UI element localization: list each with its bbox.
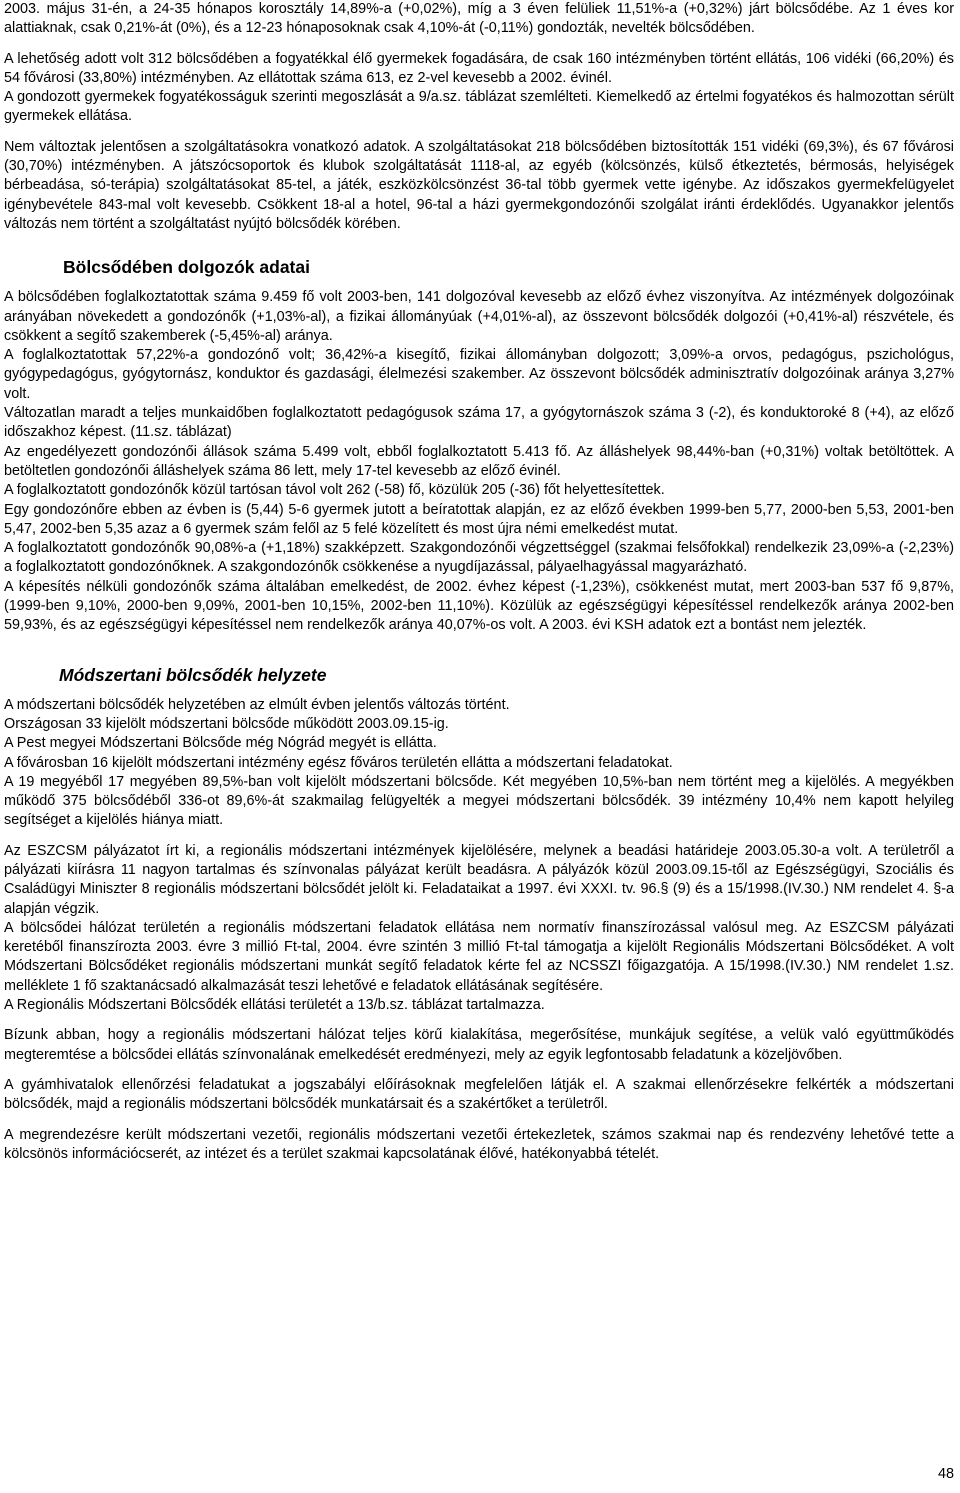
page-number: 48 bbox=[937, 1466, 954, 1482]
paragraph: A fővárosban 16 kijelölt módszertani intézmény egész főváros területén ellátta a módszertani feladatokat. bbox=[4, 754, 673, 771]
paragraph: Változatlan maradt a teljes munkaidőben foglalkoztatott pedagógusok száma 17, a gyógytornászok száma 3 (-2), és konduktoroké 8 (+4), az előző időszakhoz képest. (11.sz. táblázat) bbox=[4, 405, 954, 441]
paragraph: A foglalkoztatottak 57,22%-a gondozónő volt; 36,42%-a kisegítő, fizikai állományban dolgozott; 3,09%-a orvos, pedagógus, pszichológus, gyógypedagógus, gyógytornász, konduktor és gazdasági, élelmezési szakember. Az összevont bölcsődék adminisztratív dolgozóinak aránya 3,27% volt. bbox=[4, 347, 954, 402]
disability-section bbox=[4, 50, 954, 127]
section-heading-methodology: Módszertani bölcsődék helyzete bbox=[59, 664, 327, 685]
paragraph: Bízunk abban, hogy a regionális módszertani hálózat teljes körű kialakítása, megerősítése, munkájuk segítése, a velük való együttműködés megteremtése a bölcsődei ellátás színvonalának emelkedését eredményezi, mely az egyik legfontosabb feladatunk a közeljövőben. bbox=[4, 1027, 954, 1063]
paragraph: A lehetőség adott volt 312 bölcsődében a fogyatékkal élő gyermekek fogadására, de csak 160 intézményben történt ellátás, 106 vidéki (66,20%) és 54 fővárosi (33,80%) intézményben. Az ellátottak száma 613, ez 2-vel kevesebb a 2002. évinél. bbox=[4, 50, 954, 86]
paragraph: A Pest megyei Módszertani Bölcsőde még Nógrád megyét is ellátta. bbox=[4, 735, 437, 752]
paragraph: A képesítés nélküli gondozónők száma általában emelkedést, de 2002. évhez képest (-1,23%), csökkenést mutat, mert 2003-ban 537 fő 9,87%, (1999-ben 9,10%, 2000-ben 9,09%, 2001-ben 10,15%, 2002-ben 11,10%). Közülük az egészségügyi képesítéssel rendelkezők aránya 2002-ben 59,93%, és az egészségügyi képesítéssel nem rendelkezők aránya 40,07%-os volt. A 2003. évi KSH adatok ezt a bontást nem jelezték. bbox=[4, 578, 954, 634]
outlook-section bbox=[4, 1026, 954, 1065]
paragraph: 2003. május 31-én, a 24-35 hónapos korosztály 14,89%-a (+0,02%), míg a 3 éven felüliek 11,51%-a (+0,32%) járt bölcsődébe. Az 1 éves kor alattiaknak, csak 0,21%-át (0%), és a 12-23 hónaposoknak csak 4,10%-át (-0,11%) gondozták, nevelték bölcsődében. bbox=[4, 1, 954, 37]
events-section bbox=[4, 1126, 954, 1165]
document-page bbox=[4, 0, 954, 1164]
paragraph: Nem változtak jelentősen a szolgáltatásokra vonatkozó adatok. A szolgáltatásokat 218 bölcsődében biztosították 151 vidéki (69,3%), és 67 fővárosi (30,70%) intézményben. A játszócsoportok és klubok szolgáltatását 1118-al, az egyéb (kölcsönzés, külső étkeztetés, bérmosás, helyiségek bérbeadása, só-terápia) szolgáltatásokat 85-tel, a játék, eszközkölcsönzést 36-tal több gyermek vette igénybe. Az időszakos gyermekfelügyelet igénybevétele 843-mal volt kevesebb. Csökkent 18-al a hotel, 96-tal a házi gyermekgondozónői szolgálat iránti érdeklődés. Ugyanakkor jelentős változás nem történt a szolgáltatást nyújtó bölcsődék körében. bbox=[4, 138, 954, 232]
paragraph: A bölcsődében foglalkoztatottak száma 9.459 fő volt 2003-ben, 141 dolgozóval kevesebb az előző évhez viszonyítva. Az intézmények dolgozóinak arányában növekedett a gondozónők (+1,03%-al), a fizikai állományúak (+4,01%-al), az összevont bölcsődék dolgozói (+0,41%-al) részvétele, és csökkent a segítő szakemberek (-5,45%-al) aránya. bbox=[4, 289, 954, 344]
paragraph: A Regionális Módszertani Bölcsődék ellátási területét a 13/b.sz. táblázat tartalmazza. bbox=[4, 997, 545, 1014]
paragraph: A 19 megyéből 17 megyében 89,5%-ban volt kijelölt módszertani bölcsőde. Két megyében 10,5%-ban nem történt meg a kijelölés. A megyékben működő 375 bölcsődéből 336-ot 89,6%-át szakmailag felügyelték a megyei módszertani bölcsődék. 39 intézmény 10,4% nem kapott helyileg segítséget a kijelölés hiánya miatt. bbox=[4, 773, 954, 829]
paragraph: A bölcsődei hálózat területén a regionális módszertani feladatok ellátása nem normatív finanszírozással valósul meg. Az ESZCSM pályázati keretéből finanszírozta 2003. évre 3 millió Ft-tal, 2004. évre szintén 3 millió Ft-tal támogatja a kijelölt Regionális Módszertani Bölcsődéket. A volt Módszertani Bölcsődéket regionális módszertani munkát segítő feladatok kérte fel az NCSSZI főigazgatója. A 15/1998.(IV.30.) NM rendelet 1.sz. melléklete 1 fő szaktanácsadó alkalmazását teszi lehetővé e feladatok ellátásának segítésére. bbox=[4, 919, 954, 994]
paragraph: Az ESZCSM pályázatot írt ki, a regionális módszertani intézmények kijelölésére, melynek a beadási határideje 2003.05.30-a volt. A területről a pályázati kiírásra 11 nagyon tartalmas és színvonalas pályázat került beadásra. A pályázók közül 2003.09.15-től az Egészségügyi, Szociális és Családügyi Miniszter 8 regionális módszertani bölcsődét jelölt ki. Feladataikat a 1997. évi XXXI. tv. 96.§ (9) és a 15/1998.(IV.30.) NM rendelet 4. §-a alapján végzik. bbox=[4, 842, 954, 917]
section-heading-staff: Bölcsődében dolgozók adatai bbox=[63, 257, 310, 278]
paragraph: A gyámhivatalok ellenőrzési feladatukat a jogszabályi előírásoknak megfelelően látják el. A szakmai ellenőrzésekre felkérték a módszertani bölcsődék, majd a regionális módszertani bölcsődék munkatársait és a szakértőket a területről. bbox=[4, 1076, 954, 1113]
paragraph: A foglalkoztatott gondozónők közül tartósan távol volt 262 (-58) fő, közülük 205 (-36) főt helyettesítettek. bbox=[4, 482, 665, 499]
paragraph: A megrendezésre került módszertani vezetői, regionális módszertani vezetői értekezletek, számos szakmai nap és rendezvény lehetővé tette a kölcsönös információcserét, az intézet és a terület szakmai kapcsolatának élővé, hatékonyabbá tételét. bbox=[4, 1126, 954, 1162]
paragraph: A módszertani bölcsődék helyzetében az elmúlt évben jelentős változás történt. bbox=[4, 696, 510, 713]
paragraph: Országosan 33 kijelölt módszertani bölcsőde működött 2003.09.15-ig. bbox=[4, 715, 449, 732]
paragraph: A foglalkoztatott gondozónők 90,08%-a (+1,18%) szakképzett. Szakgondozónői végzettséggel (szakmai felsőfokkal) rendelkezik 23,09%-a (-2,23%) a foglalkoztatott gondozónőknek. A szakgondozónők csökkenése a nyugdíjazással, pályaelhagyással magyarázható. bbox=[4, 540, 954, 576]
paragraph: Egy gondozónőre ebben az évben is (5,44) 5-6 gyermek jutott a beíratottak alapján, ez az előző években 1999-ben 5,77, 2000-ben 5,53, 2001-ben 5,47, 2002-ben 5,35 azaz a 6 gyermek szám felől az 5 felé közelített és most újra némi emelkedést mutat. bbox=[4, 501, 954, 537]
regional-section bbox=[4, 842, 954, 1016]
staff-section bbox=[4, 288, 954, 635]
paragraph: Az engedélyezett gondozónői állások száma 5.499 volt, ebből foglalkoztatott 5.413 fő. Az álláshelyek 98,44%-ban (+0,31%) voltak betöltöttek. A betöltetlen gondozónői álláshelyek száma 86 lett, mely 17-tel kevesebb az előző évinél. bbox=[4, 443, 954, 479]
methodology-section bbox=[4, 696, 954, 831]
paragraph: A gondozott gyermekek fogyatékosságuk szerinti megoszlását a 9/a.sz. táblázat szemlélteti. Kiemelkedő az értelmi fogyatékos és halmozottan sérült gyermekek ellátása. bbox=[4, 89, 954, 125]
inspection-section bbox=[4, 1076, 954, 1115]
services-section bbox=[4, 138, 954, 234]
